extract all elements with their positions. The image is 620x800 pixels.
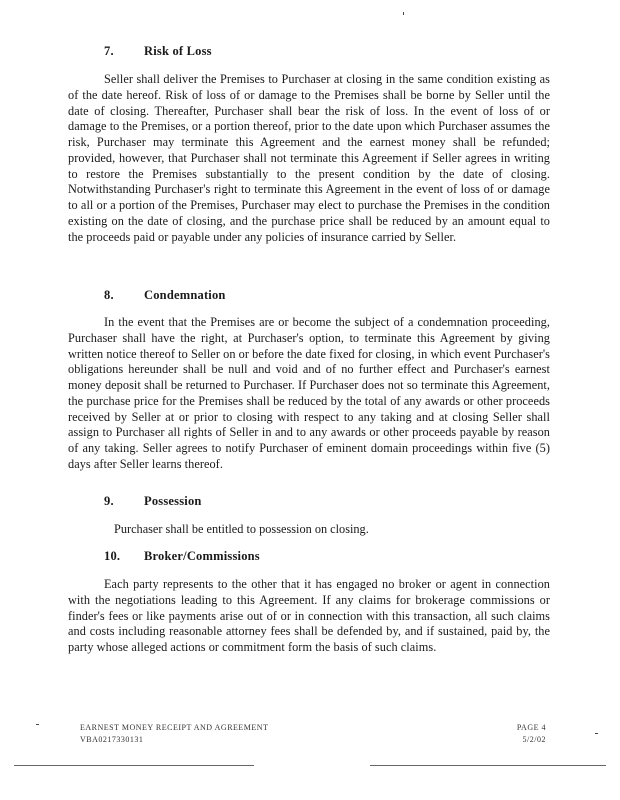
footer-page-info (517, 722, 546, 746)
section-7-heading (104, 44, 212, 59)
scan-rule-left (14, 765, 254, 766)
section-9-body: Purchaser shall be entitled to possession on closing. (114, 522, 369, 536)
footer-page-number: PAGE 4 (516, 723, 546, 732)
section-number: 8. (104, 288, 114, 302)
section-8-body: In the event that the Premises are or become the subject of a condemnation proceeding, Purchaser shall have the right, at Purchaser's option, to terminate this Agreement by giving written notice thereof to Seller on or before the date fixed for closing, in which event Purchaser's obligations hereunder shall be null and void and of no further effect and Purchaser's earnest money deposit shall be returned to Purchaser. If Purchaser does not so terminate this Agreement, the purchase price for the Premises shall be reduced by the total of any awards or other proceeds received by Seller at or prior to closing with respect to any taking and at closing Seller shall assign to Purchaser all rights of Seller in and to any awards or other proceeds payable by reason of any taking. Seller agrees to notify Purchaser of eminent domain proceedings within five (5) days after Seller learns thereof. (68, 315, 550, 471)
section-number: 7. (104, 44, 114, 58)
footer-title: EARNEST MONEY RECEIPT AND AGREEMENT (80, 723, 269, 732)
section-9-heading (104, 494, 202, 509)
section-8-heading (104, 288, 226, 303)
scan-rule-right (370, 765, 606, 766)
section-7-body: Seller shall deliver the Premises to Purchaser at closing in the same condition existing as of the date hereof. Risk of loss of or damage to the Premises shall be borne by Seller until the date of closing. Thereafter, Purchaser shall bear the risk of loss. In the event of loss of or damage to the Premises, or a portion thereof, prior to the date upon which Purchaser assumes the risk, Purchaser may terminate this Agreement and the earnest money shall be refunded; provided, however, that Purchaser shall not terminate this Agreement if Seller agrees in writing to restore the Premises substantially to the present condition by the date of closing. Notwithstanding Purchaser's right to terminate this Agreement in the event of loss of or damage to all or a portion of the Premises, Purchaser may elect to purchase the Premises in the condition existing on the date of closing, and the purchase price shall be reduced by an amount equal to the proceeds paid or payable under any policies of insurance carried by Seller. (68, 72, 550, 244)
scan-speck (595, 733, 598, 734)
section-10-heading (104, 549, 260, 564)
section-10-body: Each party represents to the other that it has engaged no broker or agent in connection with the negotiations leading to this Agreement. If any claims for brokerage commissions or finder's fees or like payments arise out of or in connection with this transaction, all such claims and costs including reasonable attorney fees shall be defended by, and if sustained, paid by, the party whose alleged actions or commitment form the basis of such claims. (68, 577, 550, 654)
section-title: Broker/Commissions (144, 549, 260, 563)
section-title: Possession (144, 494, 202, 508)
footer-code: VBA0217330131 (80, 735, 144, 744)
footer-document-id (80, 722, 268, 746)
section-number: 9. (104, 494, 114, 508)
scan-speck (36, 724, 39, 725)
footer-date: 5/2/02 (522, 735, 546, 744)
section-title: Condemnation (144, 288, 226, 302)
section-title: Risk of Loss (144, 44, 212, 58)
scan-speck (403, 12, 404, 15)
section-number: 10. (104, 549, 121, 563)
